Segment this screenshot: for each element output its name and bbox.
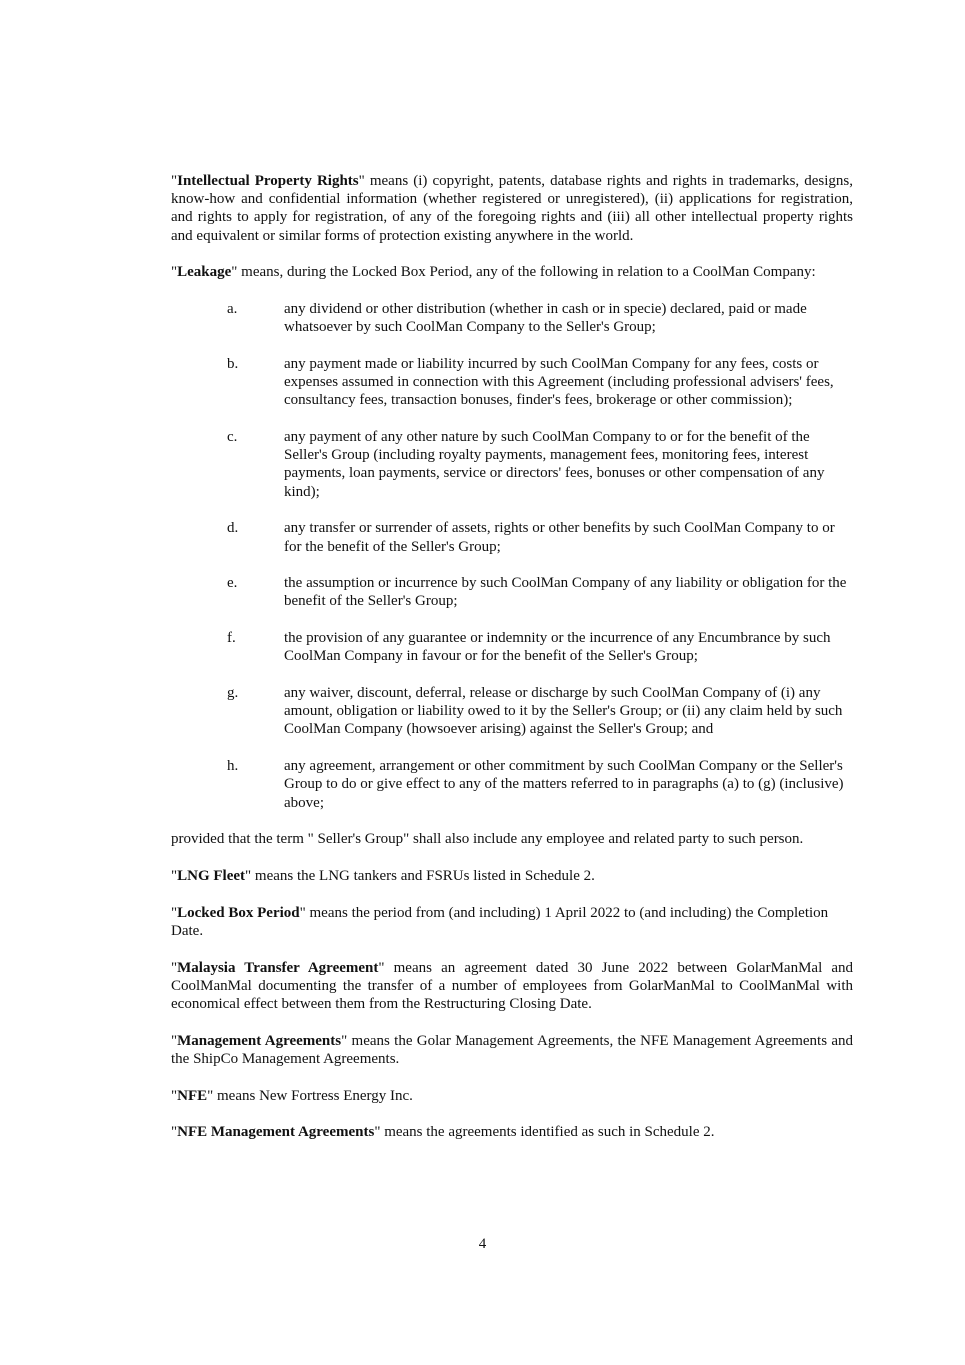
- list-item-text: any agreement, arrangement or other commitment by such CoolMan Company or the Seller's Group to do or give effect to any of the matters referred to in paragraphs (a) to (g) (inclusive) above;: [284, 758, 844, 811]
- list-item: [171, 355, 853, 410]
- defined-term: LNG Fleet: [177, 867, 246, 884]
- close-quote: ": [245, 867, 252, 884]
- document-body: [171, 172, 853, 1160]
- definition-intellectual-property-rights: [171, 172, 853, 245]
- definition-text: means an agreement dated 30 June 2022 between GolarManMal and CoolManMal documenting the transfer of a number of employees from GolarManMal to CoolManMal with economical effect between them from the Restructuring Closing Date.: [171, 959, 854, 1012]
- open-quote: ": [171, 173, 178, 189]
- defined-term: Intellectual Property Rights: [177, 173, 359, 189]
- open-quote: ": [171, 264, 178, 281]
- leakage-list: [171, 300, 853, 812]
- definition-leakage: [171, 263, 853, 281]
- definition-nfe: [171, 1087, 853, 1105]
- list-item: [171, 684, 853, 739]
- list-item-text: any transfer or surrender of assets, rights or other benefits by such CoolMan Company to or for the benefit of the Seller's Group;: [284, 520, 835, 555]
- list-item: [171, 428, 853, 501]
- definition-text: means the Golar Management Agreements, the NFE Management Agreements and the ShipCo Management Agreements.: [171, 1032, 853, 1067]
- definition-malaysia-transfer-agreement: [171, 959, 853, 1014]
- list-item-text: any payment of any other nature by such CoolMan Company to or for the benefit of the Seller's Group (including royalty payments, management fees, monitoring fees, interest payments, loan payments, service or directors' fees, bonuses or other compensation of any kind);: [284, 429, 825, 500]
- list-marker: b.: [227, 355, 239, 372]
- close-quote: ": [231, 264, 238, 281]
- defined-term: NFE: [177, 1087, 208, 1104]
- list-item-text: any dividend or other distribution (whether in cash or in specie) declared, paid or made whatsoever by such CoolMan Company to the Seller's Group;: [284, 301, 807, 336]
- defined-term: Malaysia Transfer Agreement: [177, 959, 379, 976]
- definition-text: means (i) copyright, patents, database rights and rights in trademarks, designs, know-how and confidential information (whether registered or unregistered), (ii) applications for registration, and rights to apply for registration, of any of the foregoing rights and (iii) all other intellectual property rights and equivalent or similar forms of protection existing anywhere in the world.: [171, 173, 853, 244]
- page-number: 4: [478, 1236, 487, 1252]
- list-item: [171, 757, 853, 812]
- defined-term: Leakage: [177, 264, 232, 281]
- list-item: [171, 300, 853, 336]
- list-item-text: the provision of any guarantee or indemnity or the incurrence of any Encumbrance by such CoolMan Company in favour or for the benefit of the Seller's Group;: [284, 630, 831, 665]
- definition-text: means New Fortress Energy Inc.: [213, 1087, 413, 1104]
- defined-term: Management Agreements: [177, 1032, 342, 1049]
- close-quote: ": [358, 173, 365, 189]
- definition-text: means the LNG tankers and FSRUs listed in Schedule 2.: [251, 867, 595, 884]
- defined-term: NFE Management Agreements: [177, 1124, 375, 1141]
- list-item-text: any waiver, discount, deferral, release or discharge by such CoolMan Company of (i) any amount, obligation or liability owed to it by the Seller's Group; or (ii) any claim held by such CoolMan Company (howsoever arising) against the Seller's Group; and: [284, 685, 843, 738]
- open-quote: ": [171, 1124, 178, 1141]
- open-quote: ": [171, 867, 178, 884]
- close-quote: ": [341, 1032, 348, 1049]
- list-item-text: the assumption or incurrence by such CoolMan Company of any liability or obligation for the benefit of the Seller's Group;: [284, 575, 847, 610]
- list-item: [171, 629, 853, 665]
- close-quote: ": [378, 959, 385, 976]
- list-marker: e.: [227, 575, 238, 592]
- definition-management-agreements: [171, 1032, 853, 1068]
- leakage-proviso: provided that the term " Seller's Group" shall also include any employee and related party to such person.: [171, 831, 804, 848]
- definition-text: means the agreements identified as such in Schedule 2.: [380, 1124, 715, 1141]
- list-marker: h.: [227, 758, 239, 775]
- close-quote: ": [299, 904, 306, 921]
- definition-text: means the period from (and including) 1 April 2022 to (and including) the Completion Date.: [171, 904, 829, 939]
- definition-lng-fleet: [171, 867, 853, 885]
- definition-nfe-management-agreements: [171, 1123, 853, 1141]
- list-marker: f.: [227, 630, 236, 647]
- defined-term: Locked Box Period: [177, 904, 300, 921]
- list-marker: c.: [227, 429, 238, 446]
- list-marker: g.: [227, 685, 239, 702]
- open-quote: ": [171, 959, 178, 976]
- list-item-text: any payment made or liability incurred by such CoolMan Company for any fees, costs or expenses assumed in connection with this Agreement (including professional advisers' fees, consultancy fees, transaction bonuses, finder's fees, brokerage or other commission);: [284, 355, 834, 409]
- list-item: [171, 574, 853, 610]
- list-marker: a.: [227, 301, 238, 318]
- open-quote: ": [171, 904, 178, 921]
- close-quote: ": [374, 1124, 381, 1141]
- definition-text: means, during the Locked Box Period, any of the following in relation to a CoolMan Company:: [237, 264, 816, 281]
- close-quote: ": [207, 1087, 214, 1104]
- list-item: [171, 519, 853, 555]
- list-marker: d.: [227, 520, 239, 537]
- definition-locked-box-period: [171, 904, 853, 940]
- open-quote: ": [171, 1032, 178, 1049]
- open-quote: ": [171, 1087, 178, 1104]
